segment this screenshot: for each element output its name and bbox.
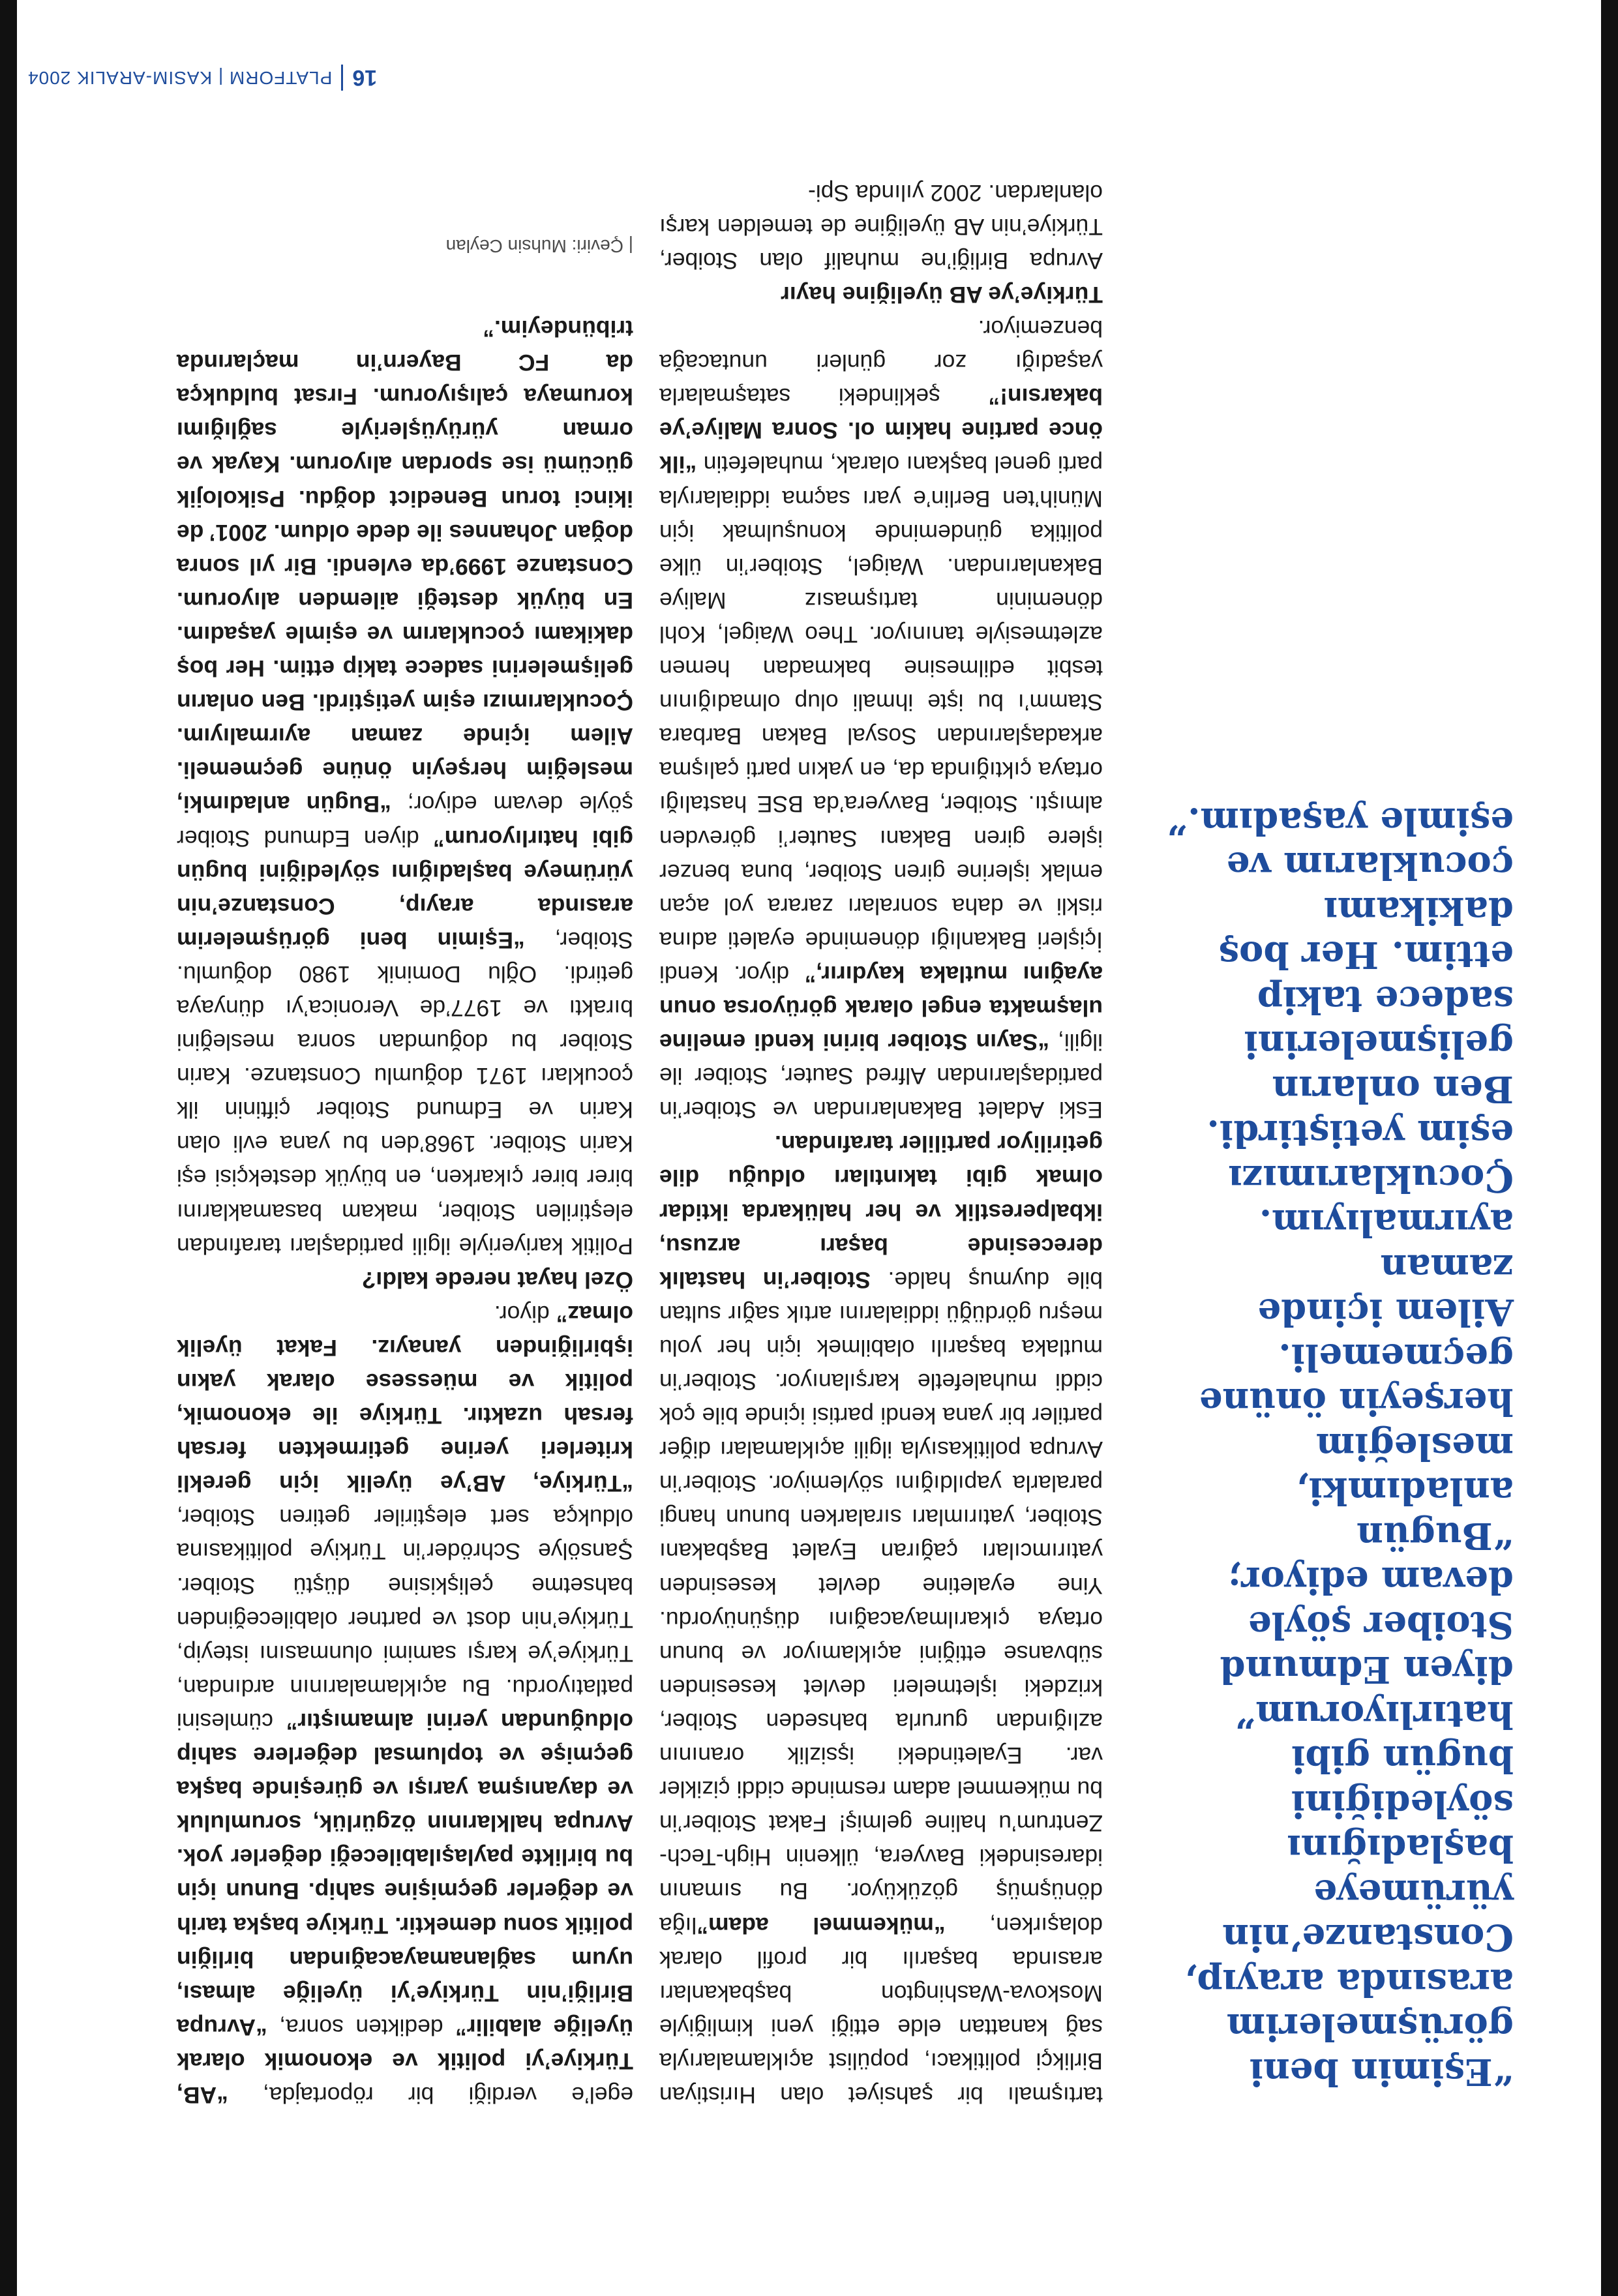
translator-credit: | Çeviri: Muhsin Ceylan [445,236,633,256]
paragraph [177,312,633,1263]
bold-run: “Bugün anladımki, mesleğim herşeyin önüne geçmemeli. Ailem içinde zaman ayırmalıyım. Çocuklarımızı eşim yetiştirdi. Ben onların gelişmelerini sadece takip ettim. Her boş dakikamı çocuklarım ve eşimle yaşadım. En büyük desteği ailemden alıyorum. Constanze 1999’da evlendi. Bir yıl sonra doğan Johannes ile dede oldum. 2001’ de ikinci torun Benedict doğdu. Psikolojik gücümü ise spordan alıyorum. Kayak ve orman yürüyüşleriyle sağlığımı korumaya çalışıyorum. Fırsat buldukça da FC Bayern’in maçlarında tribündeyim.” [177,316,633,818]
paragraph [659,1127,1103,2112]
paragraph [659,312,1103,1127]
bold-run: “ilk önce partine hakim ol. Sonra Maliye’ye bakarsın!” [659,383,1103,478]
paragraph [177,1297,633,2112]
bold-run: “Eşimin beni görüşmelerim arasında arayıp, Constanze’nin yürümeye başladığını söylediğini bugün gibi hatırlıyorum” [177,825,633,953]
subheading: Özel hayat nerede kaldı? [361,1266,633,1293]
text-run: dedikten sonra, [279,2014,443,2040]
page-number: 16 [352,65,378,91]
text-run: Eski Adalet Bakanlarından ve Stoiber’in partidaşlarından Alfred Sauter, Stoiber ile ilgili, [659,1029,1103,1124]
text-run: Avrupa Birliği’ne muhalif olan Stoiber, Türkiye’nin AB üyeliğine de temelden karşı olanlardan. 2002 yılında Spi- [659,179,1103,274]
text-run: lığa dönüşmüş gözüküyor. Bu sımanın idaresindeki Bavyera, ülkenin High-Tech-Zentrum’u haline gelmiş! Fakat Stoiber’in bu mükemmel adam resminde ciddi çizikler var. Eyaletindeki işsizlik oranının azlığından gururla bahseden Stoiber, krizdeki işletmeleri devlet kesesinden sübvanse ettiğini açıklamıyor ve bunun ortaya çıkarılmayacağını düşünüyordu. Yine eyaletine devlet kesesinden yatırımcıları çağıran Eyalet Başbakanı Stoiber, yatırımları sıralarken bunun hangi paralarla yapıldığını söylemiyor. Stoiber’in Avrupa politikasıyla ilgili açıklamaları diğer partiler bir yana kendi partisi içinde bile çok ciddi muhalefetle karşılanıyor. Stoiber’in mutlaka başarılı olabilmek için her yolu meşru gördüğü iddialarını artık sağır sultan bile duymuş halde. [659,1266,1103,1939]
text-run: diyor. [494,1300,550,1327]
article-column-1 [659,176,1103,2112]
paragraph [659,176,1103,278]
bold-run: “Sayın Stoiber birini kendi emeline ulaşmakta engel olarak görüyorsa onun ayağını mutlaka kaydırır,” [659,961,1103,1056]
footer-divider [341,65,343,91]
bold-run: “mükemmel adam” [697,1912,946,1939]
publication-info: PLATFORM | KASIM-ARALIK 2004 [27,68,333,88]
article-column-2 [177,312,633,2112]
subheading: Türkiye’ye AB üyeliğine hayır [781,282,1103,308]
page-footer [27,65,377,91]
text-run: şeklindeki sataşmalarla yaşadığı zor günleri unutacağa benzemiyor. [659,316,1103,410]
text-run: diyor. Kendi İçişleri Bakanlığı döneminde eyaleti adına riskli ve daha sonraları zarara yol açan emlak işlerine giren Stoiber, buna benzer işlere giren Bakanı Sauter’i görevden almıştı. Stoiber, Bavyera’da BSE hastalığı ortaya çıktığında da, en yakın parti çalışma arkadaşlarından Sosyal Bakan Barbara Stamm’ı bu işte ihmali olup olmadığının tesbit edilmesine bakmadan hemen azletmesiyle tanınıyor. Theo Waigel, Kohl döneminin tartışmasız Maliye Bakanlarından. Waigel, Stoiber’in ülke politika gündeminde konuşulmak için Münih’ten Berlin’e yarı saçma iddialarıyla parti genel başkanı olarak, muhalefetin [659,451,1103,987]
text-run: Politik kariyeriyle ilgili partidaşları tarafından eleştirilen Stoiber, makam basamaklarını birer birer çıkarken, en büyük destekçisi eşi Karin Stoiber. 1968’den bu yana evli olan Karin ve Edmund Stoiber çiftinin ilk çocukları 1971 doğumlu Constanze. Karin Stoiber bu doğumdan sonra mesleğini bıraktı ve 1977’de Veronica’yı dünyaya getirdi. Oğlu Dominik 1980 doğumlu. Stoiber, [177,927,633,1259]
bold-run: Stoiber’in hastalık derecesinde başarı arzusu, ikbalperestlik ve her halükarda iktidar olmak gibi takıntıları olduğu dile getiriliyor partililer tarafından. [659,1131,1103,1293]
bold-run: “Türkiye, AB’ye üyelik için gerekli kriterleri yerine getirmekten fersah fersah uzaktır. Türkiye ile ekonomik, politik ve müessese olarak yakın işbirliğinden yanayız. Fakat üyelik olmaz” [177,1300,633,1497]
text-run: tartışmalı bir şahsiyet olan Hıristiyan Birlikçi politikacı, popülist açıklamalarıyla sağ kanattan elde ettiği yeni kimliğiyle Moskova-Washington başbakanları arasında başarılı bir profil olarak dolaşırken, [659,1912,1103,2108]
pull-quote: “Eşimin beni görüşmelerim arasında arayıp, Constanze’nin yürümeye başladığını söylediğini bugün gibi hatırlıyorum” diyen Edmund Stoiber şöyle devam ediyor; “Bugün anladımki, mesleğim herşeyin önüne geçmemeli. Ailem içinde zaman ayırmalıyım. Çocuklarımızı eşim yetiştirdi. Ben onların gelişmelerini sadece takip ettim. Her boş dakikamı çocuklarım ve eşimle yaşadım.” [1166,799,1514,2093]
text-run: diyen Edmund Stoiber şöyle devam ediyor; [177,791,633,852]
scan-edge-right [0,0,17,2296]
scan-edge-left [1601,0,1618,2296]
text-run: egel’e verdiği bir röportajda, [263,2082,633,2108]
text-run: cümlesini patlatıyordu. Bu açıklamalarının ardından, Türkiye’ye karşı samimi olunmasını isteyip, Türkiye’nin dost ve partner olabileceğinden bahsetme çelişkisine düştü Stoiber. Şansölye Schröder’in Türkiye politikasına oldukça sert eleştiriler getiren Stoiber, [177,1504,633,1735]
bold-run: “Avrupa Birliği’nin Türkiye’yi üyeliğe alması, uyum sağlanamayacağından birliğin politik sonu demektir. Türkiye başka tarih ve değerler geçmişine sahip. Bunun için bu birlikte paylaşılabileceği değerler yok. Avrupa halklarının özgürlük, sorumluluk ve dayanışma yarışı ve güreşinde başka geçmişe ve toplumsal değerlere sahip olduğundan yerini almamıştır” [177,1708,633,2040]
bold-run: “AB, Türkiye’yi politik ve ekonomik olarak üyeliğe alabilir” [177,2014,633,2108]
